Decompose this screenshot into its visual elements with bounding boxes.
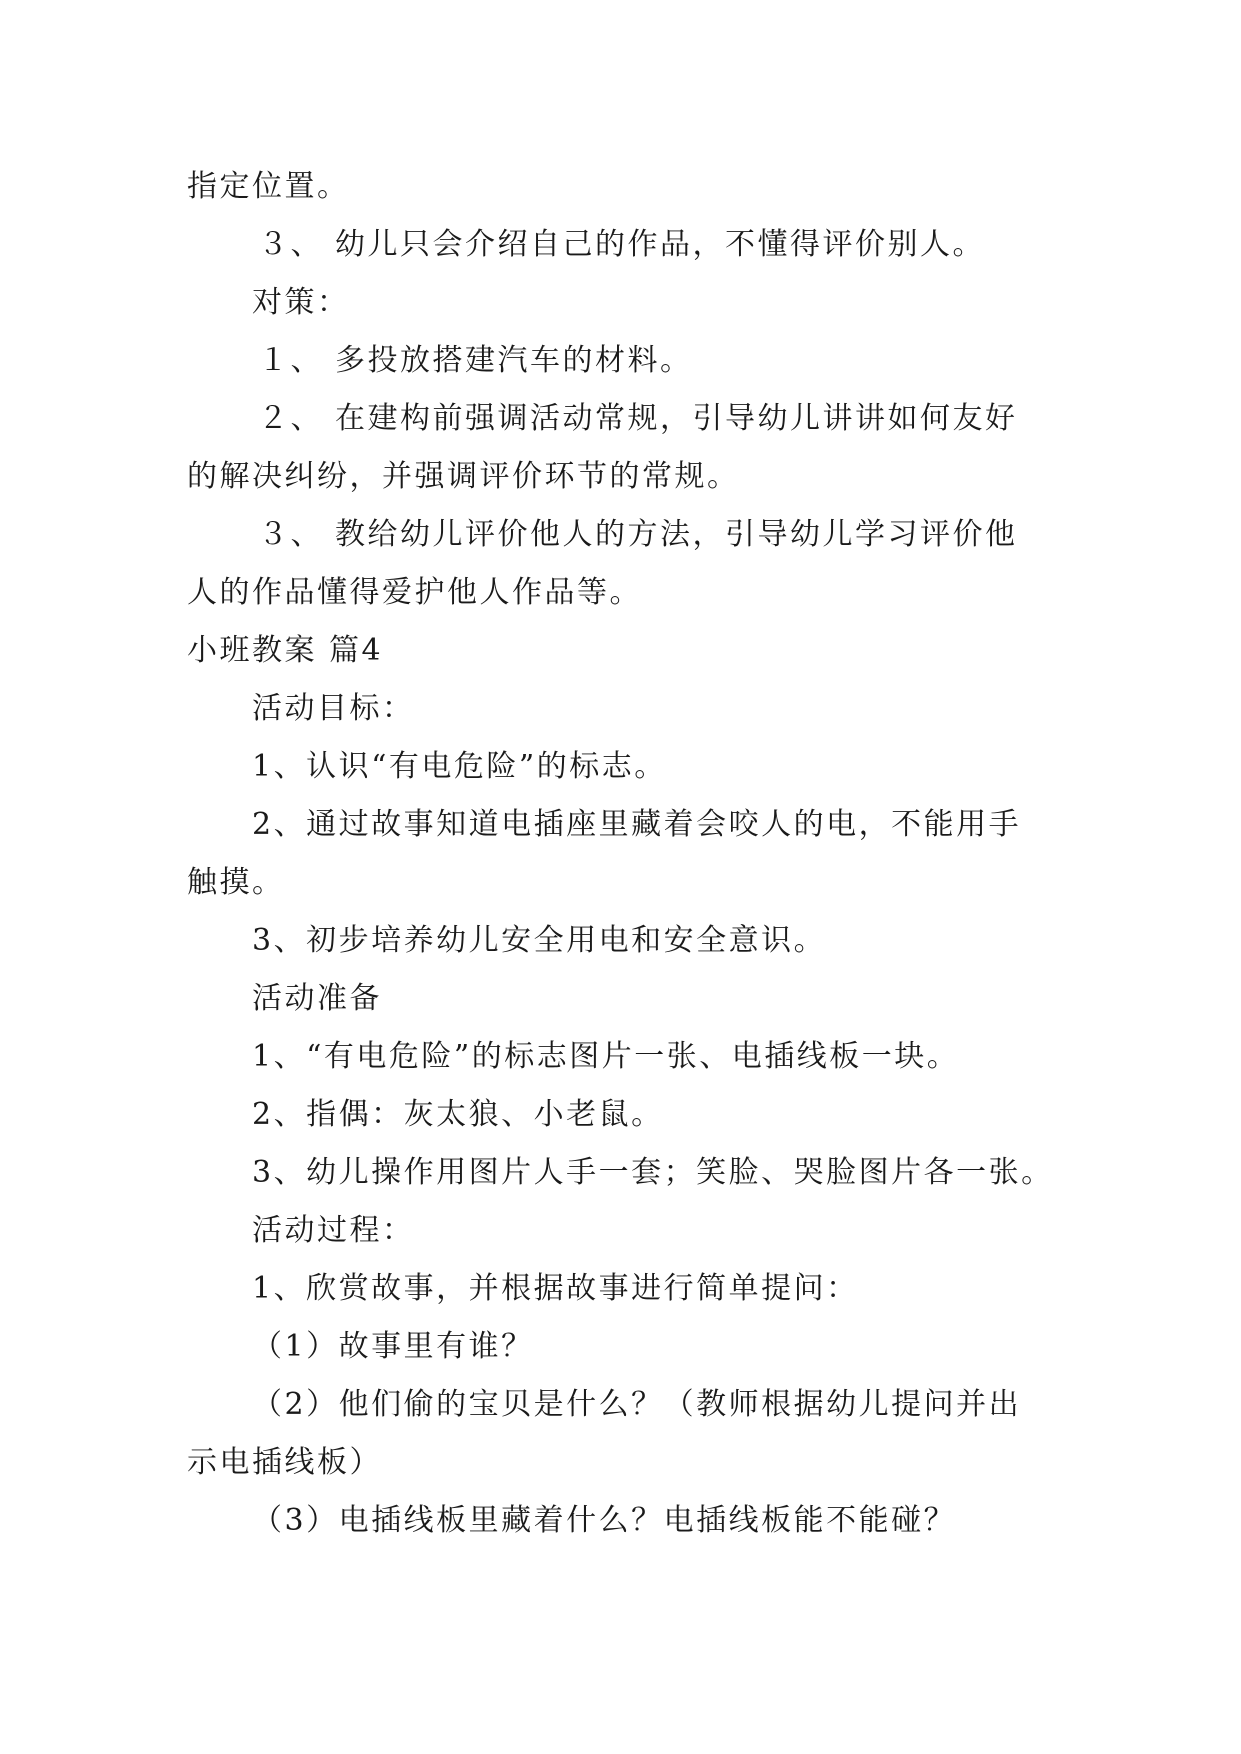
- text-line: 活动准备: [252, 981, 382, 1016]
- text-line: 示电插线板）: [187, 1445, 382, 1480]
- text-line: ３、 教给幼儿评价他人的方法，引导幼儿学习评价他: [258, 517, 1018, 552]
- text-line: 指定位置。: [187, 169, 350, 204]
- text-line: 2、通过故事知道电插座里藏着会咬人的电，不能用手: [252, 807, 1022, 842]
- text-line: （3）电插线板里藏着什么？电插线板能不能碰？: [252, 1503, 957, 1538]
- text-line: １、 多投放搭建汽车的材料。: [258, 343, 693, 378]
- text-line: 1、认识“有电危险”的标志。: [252, 749, 667, 784]
- text-line: 3、初步培养幼儿安全用电和安全意识。: [252, 923, 827, 958]
- text-line: 触摸。: [187, 865, 285, 900]
- text-line: 3、幼儿操作用图片人手一套；笑脸、哭脸图片各一张。: [252, 1155, 1054, 1190]
- text-line: 活动过程：: [252, 1213, 415, 1248]
- text-line: 的解决纠纷，并强调评价环节的常规。: [187, 459, 740, 494]
- text-line: （1）故事里有谁？: [252, 1329, 534, 1364]
- text-line: 对策：: [252, 285, 350, 320]
- text-line: ２、 在建构前强调活动常规，引导幼儿讲讲如何友好: [258, 401, 1018, 436]
- section-heading: 小班教案 篇4: [187, 633, 384, 668]
- text-line: （2）他们偷的宝贝是什么？（教师根据幼儿提问并出: [252, 1387, 1022, 1422]
- text-line: ３、 幼儿只会介绍自己的作品，不懂得评价别人。: [258, 227, 986, 262]
- text-line: 2、指偶：灰太狼、小老鼠。: [252, 1097, 664, 1132]
- text-line: 活动目标：: [252, 691, 415, 726]
- text-line: 1、“有电危险”的标志图片一张、电插线板一块。: [252, 1039, 960, 1074]
- text-line: 人的作品懂得爱护他人作品等。: [187, 575, 642, 610]
- text-line: 1、欣赏故事，并根据故事进行简单提问：: [252, 1271, 859, 1306]
